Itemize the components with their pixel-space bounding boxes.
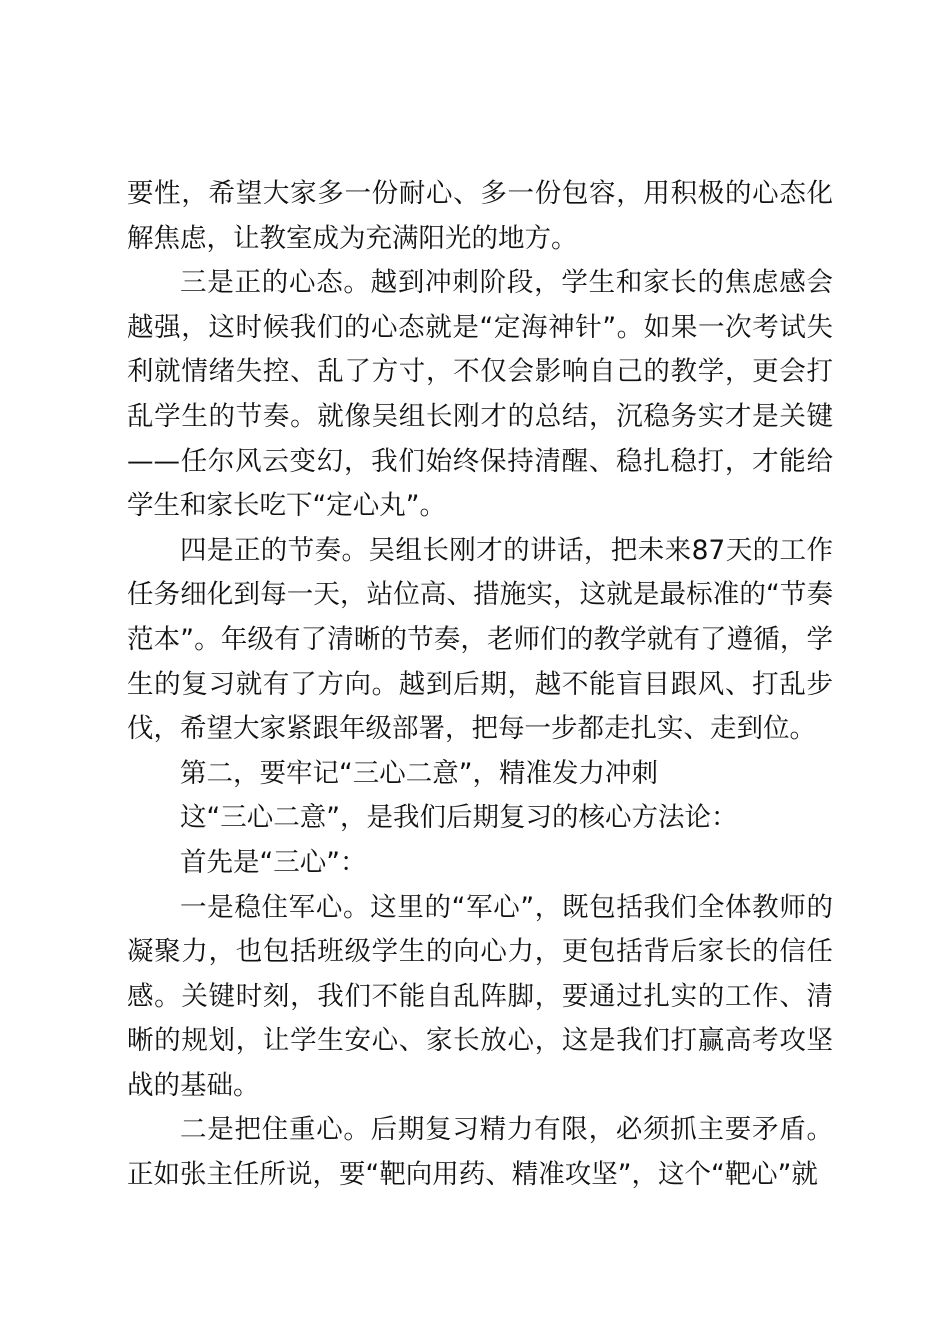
paragraph-hold-focus: 二是把住重心。后期复习精力有限，必须抓主要矛盾。正如张主任所说，要“靶向用药、精准攻坚”，这个“靶心”就 xyxy=(127,1114,833,1191)
section-heading-second: 第二，要牢记“三心二意”，精准发力冲刺 xyxy=(180,757,658,789)
paragraph-three-hearts-intro: 首先是“三心”： xyxy=(180,846,367,878)
document-body xyxy=(127,172,833,1198)
paragraph-rhythm: 四是正的节奏。吴组长刚才的讲话，把未来87天的工作任务细化到每一天，站位高、措施实，这就是最标准的“节奏范本”。年级有了清晰的节奏，老师们的教学就有了遵循，学生的复习就有了方向。越到后期，越不能盲目跟风、打乱步伐，希望大家紧跟年级部署，把每一步都走扎实、走到位。 xyxy=(127,534,833,745)
paragraph-mindset: 三是正的心态。越到冲刺阶段，学生和家长的焦虑感会越强，这时候我们的心态就是“定海神针”。如果一次考试失利就情绪失控、乱了方寸，不仅会影响自己的教学，更会打乱学生的节奏。就像吴组长刚才的总结，沉稳务实才是关键——任尔风云变幻，我们始终保持清醒、稳扎稳打，才能给学生和家长吃下“定心丸”。 xyxy=(127,267,833,522)
paragraph-methodology: 这“三心二意”，是我们后期复习的核心方法论： xyxy=(180,802,738,834)
paragraph-continuation: 要性，希望大家多一份耐心、多一份包容，用积极的心态化解焦虑，让教室成为充满阳光的地方。 xyxy=(127,178,833,254)
paragraph-stabilize-morale: 一是稳住军心。这里的“军心”，既包括我们全体教师的凝聚力，也包括班级学生的向心力，更包括背后家长的信任感。关键时刻，我们不能自乱阵脚，要通过扎实的工作、清晰的规划，让学生安心、家长放心，这是我们打赢高考攻坚战的基础。 xyxy=(127,891,833,1101)
